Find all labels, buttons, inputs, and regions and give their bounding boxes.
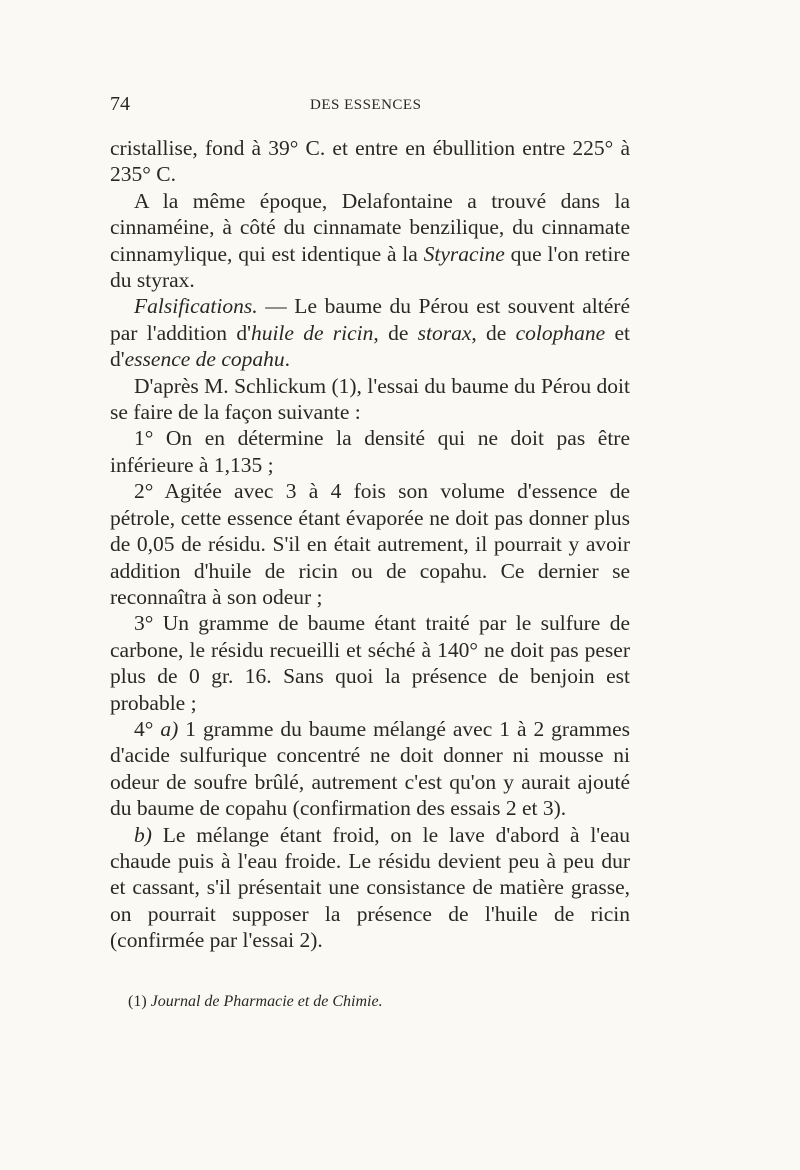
section-lead: Falsifications. [134,294,258,319]
italic-term: Styracine [423,241,505,266]
paragraph-text: 3° Un gramme de baume étant traité par le sulfure de carbone, le résidu recueilli et séché à 140° ne doit pas peser plus de 0 gr. 16. Sans quoi la présence de benjoin est probable ; [110,611,630,715]
running-head: DES ESSENCES [310,97,422,113]
paragraph-text: que l'on retire du styrax. [110,241,630,293]
item-letter: a) [160,716,179,741]
paragraph [110,425,630,478]
paragraph-text: cristallise, fond à 39° C. et entre en ébullition entre 225° à 235° C. [110,136,630,187]
footnote-text: Journal de Pharmacie et de Chimie. [150,993,383,1010]
paragraph-text: , de [471,320,516,345]
paragraph [110,373,630,426]
paragraph [110,478,630,610]
paragraph-text: . [284,347,290,372]
paragraph-text: , de [373,320,418,345]
paragraph [110,188,630,294]
paragraph [110,716,630,822]
paragraph [110,135,630,188]
paragraph-text: Le mélange étant froid, on le lave d'abord à l'eau chaude puis à l'eau froide. Le résidu devient peu à peu dur et cassant, s'il présentait une consistance de matière grasse, on pourrait supposer la présence de l'huile de ricin (confirmée par l'essai 2). [110,822,630,953]
paragraph-text: et d' [110,320,630,372]
italic-term: storax [417,320,472,345]
paragraph-text: 2° Agitée avec 3 à 4 fois son volume d'essence de pétrole, cette essence étant évaporée ne doit pas donner plus de 0,05 de résidu. S'il en était autrement, il pourrait y avoir addition d'huile de ricin ou de copahu. Ce dernier se reconnaîtra à son odeur ; [110,479,630,609]
paragraph-lead: 4° [134,716,161,741]
paragraph [110,293,630,372]
footnote [128,993,628,1011]
italic-term: essence de copahu [124,347,285,372]
paragraph-text: 1 gramme du baume mélangé avec 1 à 2 grammes d'acide sulfurique concentré ne doit donner ni mousse ni odeur de soufre brûlé, autrement c'est qu'on y aurait ajouté du baume de copahu (confirmation des essais 2 et 3). [110,716,630,821]
item-letter: b) [134,822,152,847]
page-header [110,93,630,123]
paragraph-text: D'après M. Schlickum (1), l'essai du baume du Pérou doit se faire de la façon suivante : [110,373,630,425]
body-text [110,135,630,954]
paragraph-text: 1° On en détermine la densité qui ne doit pas être inférieure à 1,135 ; [110,426,630,477]
italic-term: colophane [515,320,606,345]
footnote-marker: (1) [128,993,151,1010]
paragraph [110,610,630,716]
paragraph-text: — Le baume du Pérou est souvent altéré par l'addition d' [110,294,630,345]
paragraph [110,822,630,954]
italic-term: huile de ricin [250,320,374,345]
paragraph-text: A la même époque, Delafontaine a trouvé dans la cinnaméine, à côté du cinnamate benzilique, du cinnamate cinnamylique, qui est identique à la [110,188,630,266]
page-number: 74 [110,93,130,115]
